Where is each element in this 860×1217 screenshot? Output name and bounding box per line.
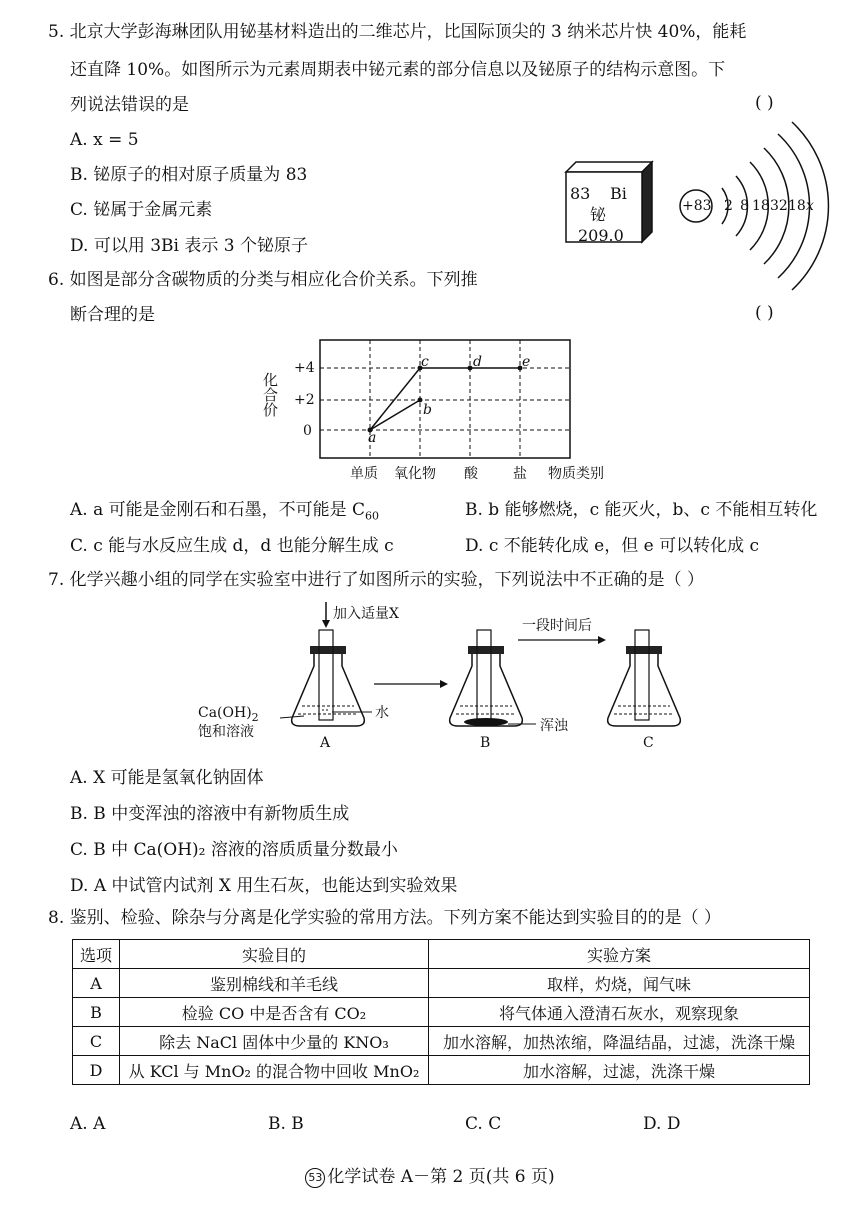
shell-2-count: 8	[740, 198, 749, 214]
q7-option-a: A. X 可能是氢氧化钠固体	[70, 768, 264, 788]
q7-stem: 7. 化学兴趣小组的同学在实验室中进行了如图所示的实验，下列说法中不正确的是（ ）	[48, 570, 705, 590]
q8-answer-a: A. A	[70, 1114, 106, 1134]
header-option: 选项	[73, 940, 120, 969]
q5-option-a: A. x = 5	[70, 130, 139, 150]
add-x-label: 加入适量X	[333, 606, 399, 622]
row-c-plan: 加水溶解，加热浓缩，降温结晶，过滤，洗涤干燥	[429, 1027, 810, 1056]
q5-option-b: B. 铋原子的相对原子质量为 83	[70, 165, 308, 185]
point-b	[418, 398, 423, 403]
flask-c	[608, 630, 681, 726]
shell-1-count: 2	[724, 198, 733, 214]
q8-answer-c: C. C	[465, 1114, 502, 1134]
element-name: 铋	[590, 205, 607, 224]
solution-formula-sub: 2	[251, 710, 259, 724]
q6-line1: 6. 如图是部分含碳物质的分类与相应化合价关系。下列推	[48, 270, 478, 290]
q5-answer-paren: ( )	[755, 93, 774, 113]
flask-b	[450, 630, 523, 726]
shell-3-count: 18	[752, 198, 770, 214]
q6-line2: 断合理的是	[70, 305, 155, 325]
page-footer	[0, 1162, 860, 1188]
label-point-b: b	[423, 402, 432, 418]
q6-option-a-text: A. a 可能是金刚石和石墨，不可能是 C	[70, 500, 366, 520]
q8-answer-b: B. B	[268, 1114, 304, 1134]
row-c-option: C	[73, 1027, 120, 1056]
footer-mark-icon: 53	[305, 1168, 325, 1188]
element-mass: 209.0	[578, 226, 624, 245]
turbid-label: 浑浊	[540, 718, 568, 734]
q5-option-c: C. 铋属于金属元素	[70, 200, 213, 220]
row-b-purpose: 检验 CO 中是否含有 CO₂	[120, 998, 429, 1027]
q8-stem: 8. 鉴别、检验、除杂与分离是化学实验的常用方法。下列方案不能达到实验目的的是（ ）	[48, 908, 722, 928]
row-b-option: B	[73, 998, 120, 1027]
q7-option-c: C. B 中 Ca(OH)₂ 溶液的溶质质量分数最小	[70, 840, 398, 860]
row-d-purpose: 从 KCl 与 MnO₂ 的混合物中回收 MnO₂	[120, 1056, 429, 1085]
row-b-plan: 将气体通入澄清石灰水，观察现象	[429, 998, 810, 1027]
shell-6-count: x	[806, 198, 814, 214]
row-c-purpose: 除去 NaCl 固体中少量的 KNO₃	[120, 1027, 429, 1056]
water-label: 水	[375, 705, 389, 721]
solution-label-2: 饱和溶液	[198, 724, 254, 740]
footer-text: 化学试卷 A－第 2 页(共 6 页)	[327, 1167, 555, 1187]
header-plan: 实验方案	[429, 940, 810, 969]
label-point-e: e	[522, 354, 531, 370]
table-row	[73, 1056, 810, 1085]
shell-4-count: 32	[770, 198, 788, 214]
xtick-element: 单质	[350, 466, 378, 482]
chart-frame	[320, 340, 570, 458]
label-point-c: c	[421, 354, 429, 370]
q7-option-b: B. B 中变浑浊的溶液中有新物质生成	[70, 804, 350, 824]
row-a-option: A	[73, 969, 120, 998]
ytick-zero: 0	[303, 423, 312, 439]
row-a-purpose: 鉴别棉线和羊毛线	[120, 969, 429, 998]
point-d	[468, 366, 473, 371]
q5-option-d: D. 可以用 3Bi 表示 3 个铋原子	[70, 236, 309, 256]
shell-5-count: 18	[788, 198, 806, 214]
xtick-salt: 盐	[513, 466, 527, 482]
q8-table	[72, 939, 810, 1085]
line-a-b	[370, 400, 420, 430]
line-a-c	[370, 368, 420, 430]
table-row	[73, 998, 810, 1027]
flask-label-c: C	[643, 735, 654, 751]
row-d-option: D	[73, 1056, 120, 1085]
label-point-d: d	[473, 354, 482, 370]
q5-line2: 还直降 10%。如图所示为元素周期表中铋元素的部分信息以及铋原子的结构示意图。下	[70, 60, 726, 80]
nucleus-label: +83	[682, 198, 712, 214]
q6-answer-paren: ( )	[755, 303, 774, 323]
xtick-acid: 酸	[464, 466, 478, 482]
ytick-plus4: +4	[294, 360, 315, 376]
q6-option-d: D. c 不能转化成 e，但 e 可以转化成 c	[465, 536, 760, 556]
q5-line3: 列说法错误的是	[70, 95, 189, 115]
q6-option-c: C. c 能与水反应生成 d，d 也能分解生成 c	[70, 536, 394, 556]
table-row	[73, 969, 810, 998]
q5-line1: 5. 北京大学彭海琳团队用铋基材料造出的二维芯片，比国际顶尖的 3 纳米芯片快 40%，能耗	[48, 22, 747, 42]
table-header-row	[73, 940, 810, 969]
q6-option-a-sub: 60	[365, 509, 380, 523]
label-point-a: a	[368, 430, 377, 446]
valence-chart	[320, 340, 580, 460]
flask-label-a: A	[320, 735, 331, 751]
q8-answer-d: D. D	[643, 1114, 681, 1134]
element-number: 83	[570, 184, 591, 203]
row-a-plan: 取样，灼烧，闻气味	[429, 969, 810, 998]
element-symbol: Bi	[610, 184, 627, 203]
q7-option-d: D. A 中试管内试剂 X 用生石灰，也能达到实验效果	[70, 876, 458, 896]
time-label: 一段时间后	[522, 618, 592, 634]
ytick-plus2: +2	[294, 392, 315, 408]
row-d-plan: 加水溶解，过滤，洗涤干燥	[429, 1056, 810, 1085]
xaxis-label: 物质类别	[548, 466, 604, 482]
q6-option-b: B. b 能够燃烧，c 能灭火，b、c 不能相互转化	[465, 500, 818, 520]
header-purpose: 实验目的	[120, 940, 429, 969]
table-row	[73, 1027, 810, 1056]
chart-ylabel: 化合价	[261, 372, 279, 417]
xtick-oxide: 氧化物	[394, 466, 436, 482]
q6-option-a	[70, 500, 379, 526]
solution-formula: Ca(OH)	[198, 705, 252, 721]
flask-label-b: B	[480, 735, 491, 751]
